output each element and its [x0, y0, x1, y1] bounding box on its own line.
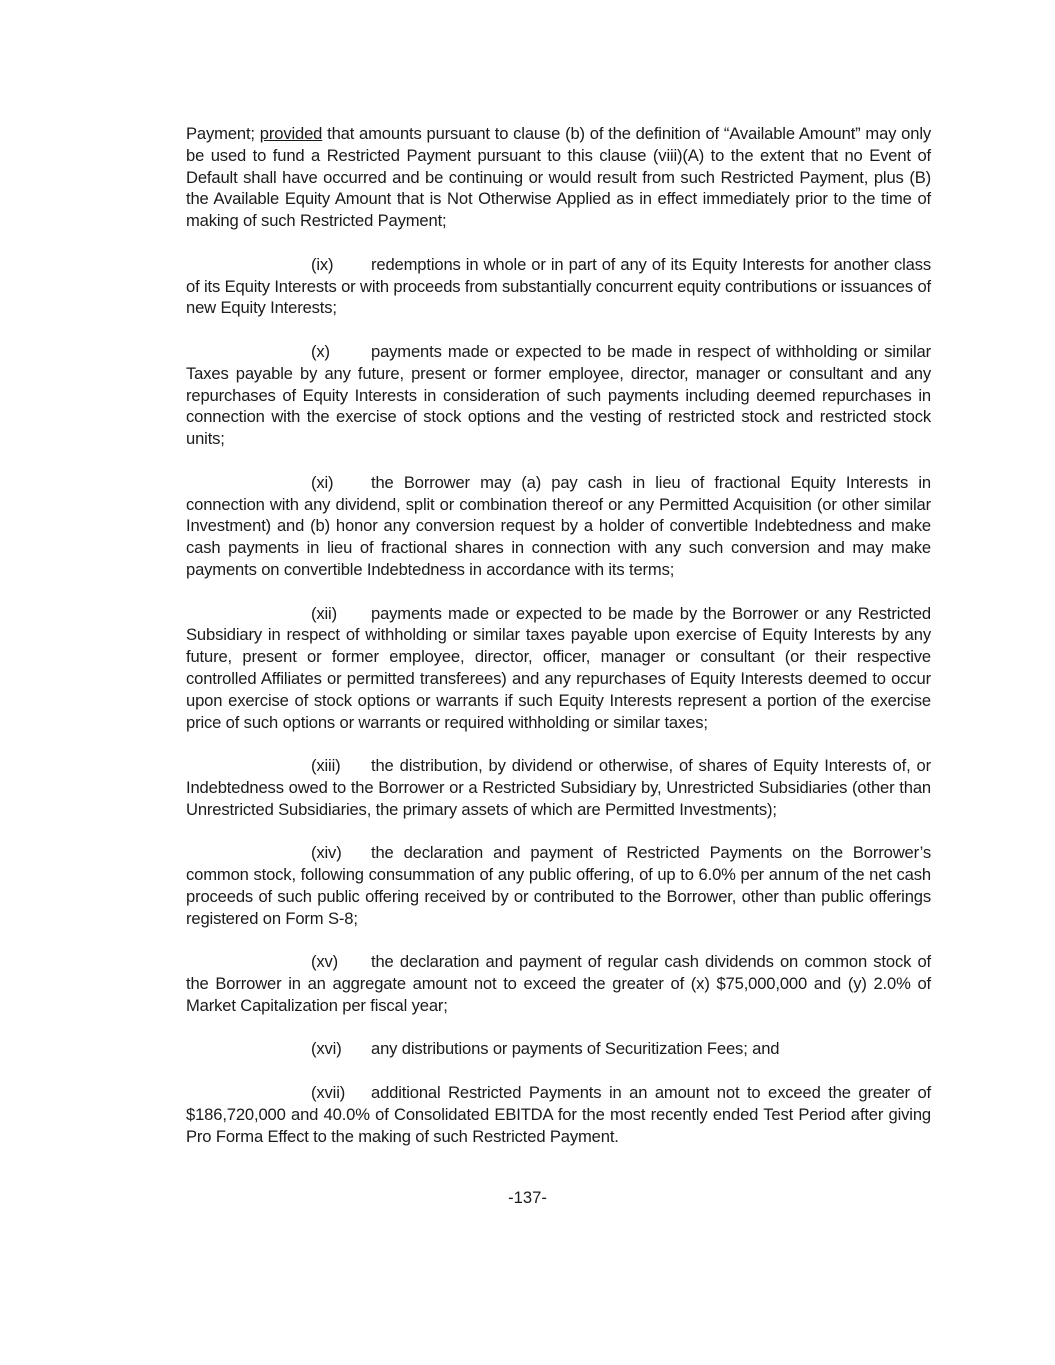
clause-number: (xiv): [311, 843, 342, 863]
clause-number: (xii): [311, 603, 337, 623]
clause-ix: [186, 254, 931, 319]
clause-text: the declaration and payment of Restricted Payments on the Borrower’s common stock, following consummation of any public offering, of up to 6.0% per annum of the net cash proceeds of such public offering received by or contributed to the Borrower, other than public offerings registered on Form S-8;: [186, 843, 931, 928]
clause-xiv: [186, 842, 931, 929]
clause-xiii: [186, 755, 931, 820]
clause-x: [186, 341, 931, 450]
clause-xi: [186, 472, 931, 581]
clause-xvi: [186, 1038, 931, 1060]
clause-number: (xvi): [311, 1039, 342, 1059]
intro-lead: Payment;: [186, 124, 255, 143]
clause-number: (xiii): [311, 756, 341, 776]
clause-number: (x): [311, 341, 330, 361]
clause-text: redemptions in whole or in part of any of its Equity Interests for another class of its Equity Interests or with proceeds from substantially concurrent equity contributions or issuances of new Equity Interests;: [186, 254, 931, 318]
clause-text: any distributions or payments of Securitization Fees; and: [371, 1039, 780, 1059]
clause-text: payments made or expected to be made by the Borrower or any Restricted Subsidiary in respect of withholding or similar taxes payable upon exercise of Equity Interests by any future, present or former employee, director, officer, manager or consultant (or their respective controlled Affiliates or permitted transferees) and any repurchases of Equity Interests deemed to occur upon exercise of stock options or warrants if such Equity Interests represent a portion of the exercise price of such options or warrants or required withholding or similar taxes;: [186, 603, 931, 732]
intro-paragraph: [186, 123, 931, 232]
provided-term: provided: [259, 124, 323, 143]
document-body: [186, 123, 931, 1169]
clause-number: (xi): [311, 472, 334, 492]
clause-text: payments made or expected to be made in respect of withholding or similar Taxes payable by any future, present or former employee, director, manager or consultant and any repurchases of Equity Interests in consideration of such payments including deemed repurchases in connection with the exercise of stock options and the vesting of restricted stock and restricted stock units;: [186, 341, 931, 449]
clause-number: (xv): [311, 952, 339, 972]
clause-text: the declaration and payment of regular cash dividends on common stock of the Borrower in an aggregate amount not to exceed the greater of (x) $75,000,000 and (y) 2.0% of Market Capitalization per fiscal year;: [186, 952, 931, 1015]
clause-text: additional Restricted Payments in an amount not to exceed the greater of $186,720,000 and 40.0% of Consolidated EBITDA for the most recently ended Test Period after giving Pro Forma Effect to the making of such Restricted Payment.: [186, 1083, 931, 1146]
clause-xii: [186, 603, 931, 734]
clause-text: the Borrower may (a) pay cash in lieu of fractional Equity Interests in connection with any dividend, split or combination thereof or any Permitted Acquisition (or other similar Investment) and (b) honor any conversion request by a holder of convertible Indebtedness and make cash payments in lieu of fractional shares in connection with any such conversion and may make payments on convertible Indebtedness in accordance with its terms;: [186, 472, 931, 579]
clause-xvii: [186, 1082, 931, 1147]
clause-number: (ix): [311, 254, 334, 274]
clause-text: the distribution, by dividend or otherwise, of shares of Equity Interests of, or Indebtedness owed to the Borrower or a Restricted Subsidiary by, Unrestricted Subsidiaries (other than Unrestricted Subsidiaries, the primary assets of which are Permitted Investments);: [186, 756, 931, 819]
clause-number: (xvii): [311, 1083, 346, 1103]
clause-xv: [186, 951, 931, 1016]
intro-text: that amounts pursuant to clause (b) of the definition of “Available Amount” may only be used to fund a Restricted Payment pursuant to this clause (viii)(A) to the extent that no Event of Default shall have occurred and be continuing or would result from such Restricted Payment, plus (B) the Available Equity Amount that is Not Otherwise Applied as in effect immediately prior to the time of making of such Restricted Payment;: [186, 124, 932, 231]
page-number: -137-: [508, 1188, 547, 1207]
